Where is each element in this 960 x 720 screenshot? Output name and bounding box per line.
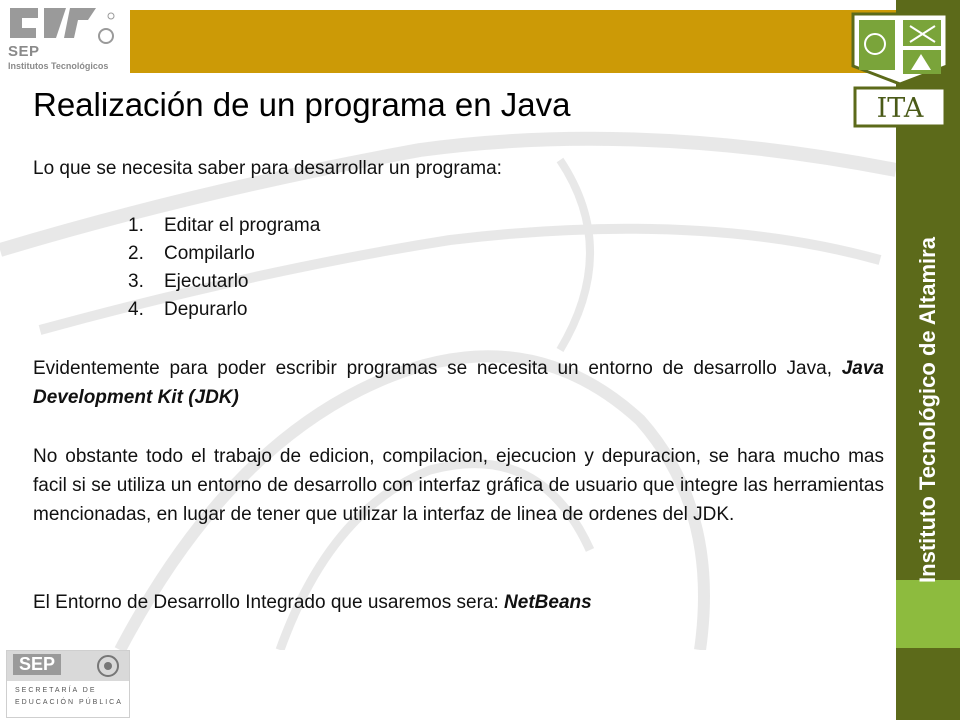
paragraph-jdk — [33, 354, 884, 412]
netbeans-emphasis: NetBeans — [504, 592, 592, 613]
steps-list — [128, 212, 320, 324]
footer-logo-sep: SEP — [13, 654, 61, 675]
ita-logo — [845, 6, 955, 131]
paragraph-netbeans — [33, 588, 884, 617]
list-item — [128, 268, 320, 296]
slide-title: Realización de un programa en Java — [33, 86, 571, 123]
sep-footer-logo — [6, 650, 130, 718]
sep-logo-title: SEP — [8, 43, 40, 60]
list-item-label: Ejecutarlo — [164, 271, 249, 292]
list-item — [128, 212, 320, 240]
mexico-seal-icon — [95, 654, 121, 678]
sep-logo-subtitle: Institutos Tecnológicos — [8, 61, 109, 71]
intro-text: Lo que se necesita saber para desarrollar un programa: — [33, 158, 502, 179]
ita-logo-text: ITA — [876, 93, 924, 124]
list-item — [128, 240, 320, 268]
jdk-emphasis: Java Development Kit (JDK) — [33, 358, 884, 408]
footer-line-1: SECRETARÍA DE — [15, 687, 97, 694]
top-bar — [0, 10, 896, 73]
list-item-number: 1. — [128, 215, 144, 236]
sep-logo — [0, 0, 130, 78]
list-item-label: Depurarlo — [164, 299, 248, 320]
vertical-institution-label: Instituto Tecnológico de Altamira — [915, 237, 940, 583]
sidebar-stripe — [896, 580, 960, 648]
list-item-number: 3. — [128, 271, 144, 292]
paragraph-jdk-text: Evidentemente para poder escribir programas se necesita un entorno de desarrollo Java, — [33, 358, 842, 379]
list-item-number: 2. — [128, 243, 144, 264]
list-item-label: Compilarlo — [164, 243, 255, 264]
paragraph-netbeans-text: El Entorno de Desarrollo Integrado que usaremos sera: — [33, 592, 505, 613]
list-item — [128, 296, 320, 324]
footer-line-2: EDUCACIÓN PÚBLICA — [15, 699, 123, 706]
list-item-number: 4. — [128, 299, 144, 320]
paragraph-ide: No obstante todo el trabajo de edicion, compilacion, ejecucion y depuracion, se hara mucho mas facil si se utiliza un entorno de desarrollo con interfaz gráfica de usuario que integre las herramientas mencionadas, en lugar de tener que utilizar la interfaz de linea de ordenes del JDK. — [33, 446, 884, 525]
list-item-label: Editar el programa — [164, 215, 321, 236]
